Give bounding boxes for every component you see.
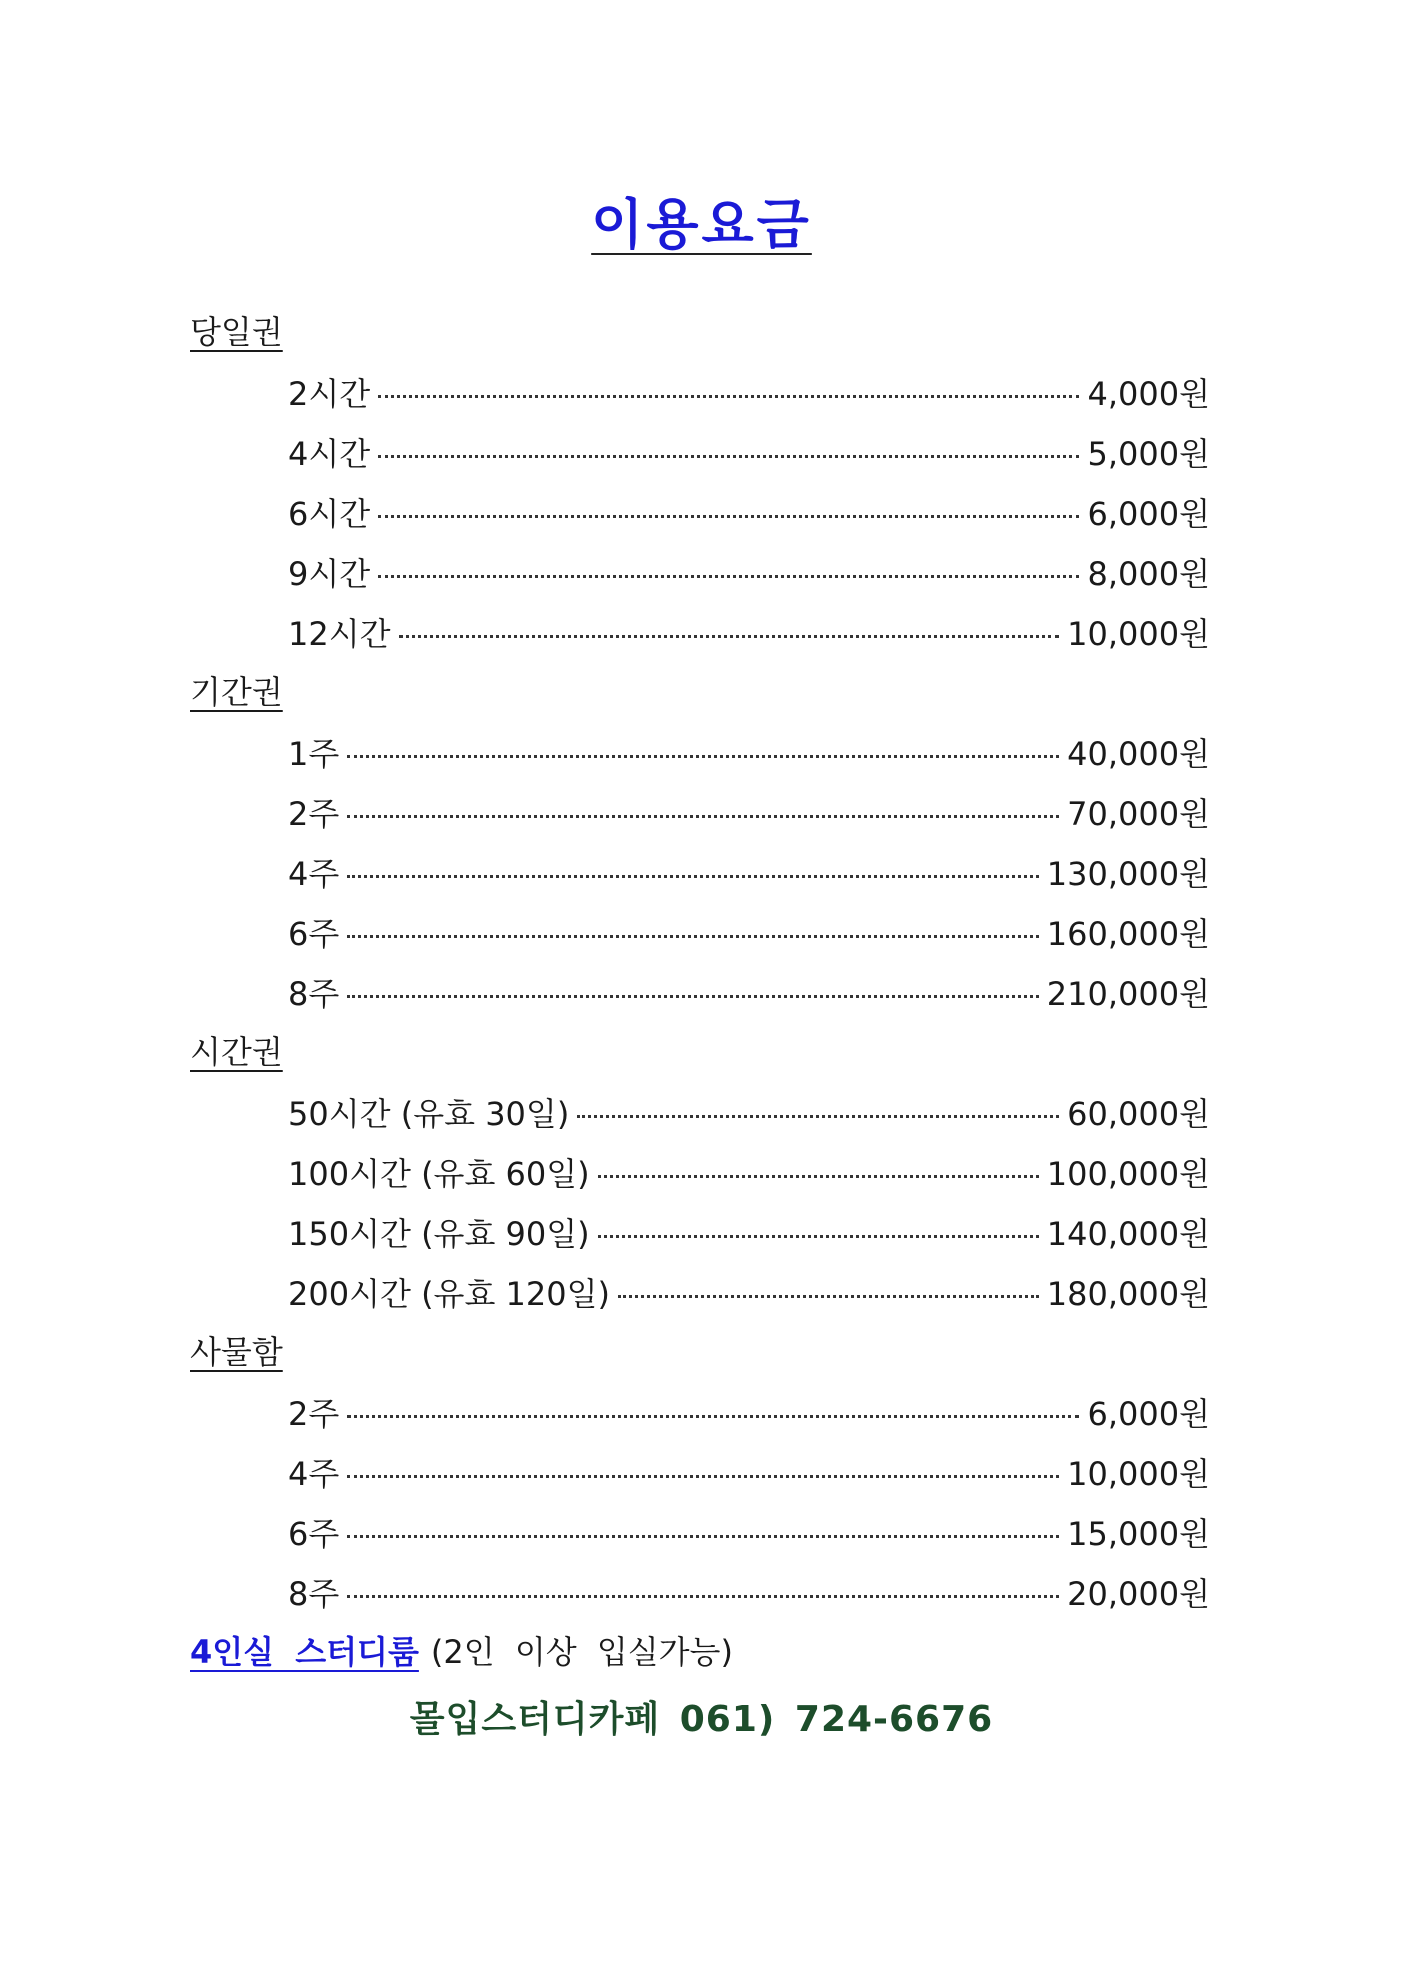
item-label: 12시간	[288, 615, 391, 653]
page-title	[0, 193, 1403, 256]
dot-leader	[378, 575, 1079, 578]
item-price: 180,000원	[1046, 1275, 1210, 1313]
page-title-text: 이용요금	[591, 193, 812, 256]
item-price: 6,000원	[1087, 495, 1210, 533]
item-label: 2주	[288, 795, 340, 833]
section-title-period: 기간권	[190, 673, 283, 711]
price-row	[190, 1202, 1210, 1262]
contact-info: 몰입스터디카페 061) 724-6676	[409, 1699, 994, 1740]
item-label: 8주	[288, 1575, 340, 1613]
item-label: 50시간 (유효 30일)	[288, 1095, 570, 1133]
item-label: 4시간	[288, 435, 371, 473]
dot-leader	[347, 1595, 1059, 1598]
dot-leader	[378, 515, 1079, 518]
section-title-daily: 당일권	[190, 313, 283, 351]
item-price: 20,000원	[1067, 1575, 1210, 1613]
dot-leader	[347, 815, 1059, 818]
item-price: 70,000원	[1067, 795, 1210, 833]
price-row	[190, 722, 1210, 782]
item-price: 10,000원	[1067, 615, 1210, 653]
price-row	[190, 1382, 1210, 1442]
price-row	[190, 902, 1210, 962]
item-label: 2시간	[288, 375, 371, 413]
price-row	[190, 1142, 1210, 1202]
dot-leader	[347, 755, 1059, 758]
item-label: 200시간 (유효 120일)	[288, 1275, 611, 1313]
price-row	[190, 1262, 1210, 1322]
dot-leader	[347, 1415, 1079, 1418]
study-room-line	[190, 1622, 1210, 1682]
price-row	[190, 542, 1210, 602]
price-row	[190, 782, 1210, 842]
item-label: 9시간	[288, 555, 371, 593]
item-label: 100시간 (유효 60일)	[288, 1155, 590, 1193]
dot-leader	[347, 1475, 1059, 1478]
section-title-locker: 사물함	[190, 1333, 283, 1371]
item-price: 10,000원	[1067, 1455, 1210, 1493]
study-room-title: 4인실 스터디룸	[190, 1633, 419, 1671]
dot-leader	[347, 995, 1038, 998]
section-title-hours: 시간권	[190, 1033, 283, 1071]
study-room-note: (2인 이상 입실가능)	[430, 1633, 733, 1671]
dot-leader	[347, 875, 1038, 878]
item-label: 2주	[288, 1395, 340, 1433]
price-row	[190, 1082, 1210, 1142]
price-row	[190, 482, 1210, 542]
price-row	[190, 1562, 1210, 1622]
item-label: 8주	[288, 975, 340, 1013]
item-price: 130,000원	[1046, 855, 1210, 893]
price-row	[190, 842, 1210, 902]
item-label: 1주	[288, 735, 340, 773]
item-price: 40,000원	[1067, 735, 1210, 773]
dot-leader	[347, 935, 1038, 938]
item-label: 150시간 (유효 90일)	[288, 1215, 590, 1253]
item-price: 8,000원	[1087, 555, 1210, 593]
price-row	[190, 1502, 1210, 1562]
dot-leader	[598, 1235, 1039, 1238]
item-label: 4주	[288, 1455, 340, 1493]
dot-leader	[378, 455, 1079, 458]
price-row	[190, 962, 1210, 1022]
item-price: 6,000원	[1087, 1395, 1210, 1433]
dot-leader	[618, 1295, 1039, 1298]
item-price: 140,000원	[1046, 1215, 1210, 1253]
item-label: 6시간	[288, 495, 371, 533]
dot-leader	[577, 1115, 1059, 1118]
item-label: 4주	[288, 855, 340, 893]
item-price: 160,000원	[1046, 915, 1210, 953]
price-row	[190, 422, 1210, 482]
item-label: 6주	[288, 915, 340, 953]
dot-leader	[598, 1175, 1039, 1178]
price-row	[190, 602, 1210, 662]
dot-leader	[347, 1535, 1059, 1538]
dot-leader	[378, 395, 1079, 398]
item-price: 210,000원	[1046, 975, 1210, 1013]
price-row	[190, 1442, 1210, 1502]
item-price: 5,000원	[1087, 435, 1210, 473]
price-list	[190, 302, 1210, 1682]
item-price: 100,000원	[1046, 1155, 1210, 1193]
item-price: 15,000원	[1067, 1515, 1210, 1553]
item-price: 60,000원	[1067, 1095, 1210, 1133]
item-price: 4,000원	[1087, 375, 1210, 413]
price-row	[190, 362, 1210, 422]
item-label: 6주	[288, 1515, 340, 1553]
dot-leader	[399, 635, 1060, 638]
